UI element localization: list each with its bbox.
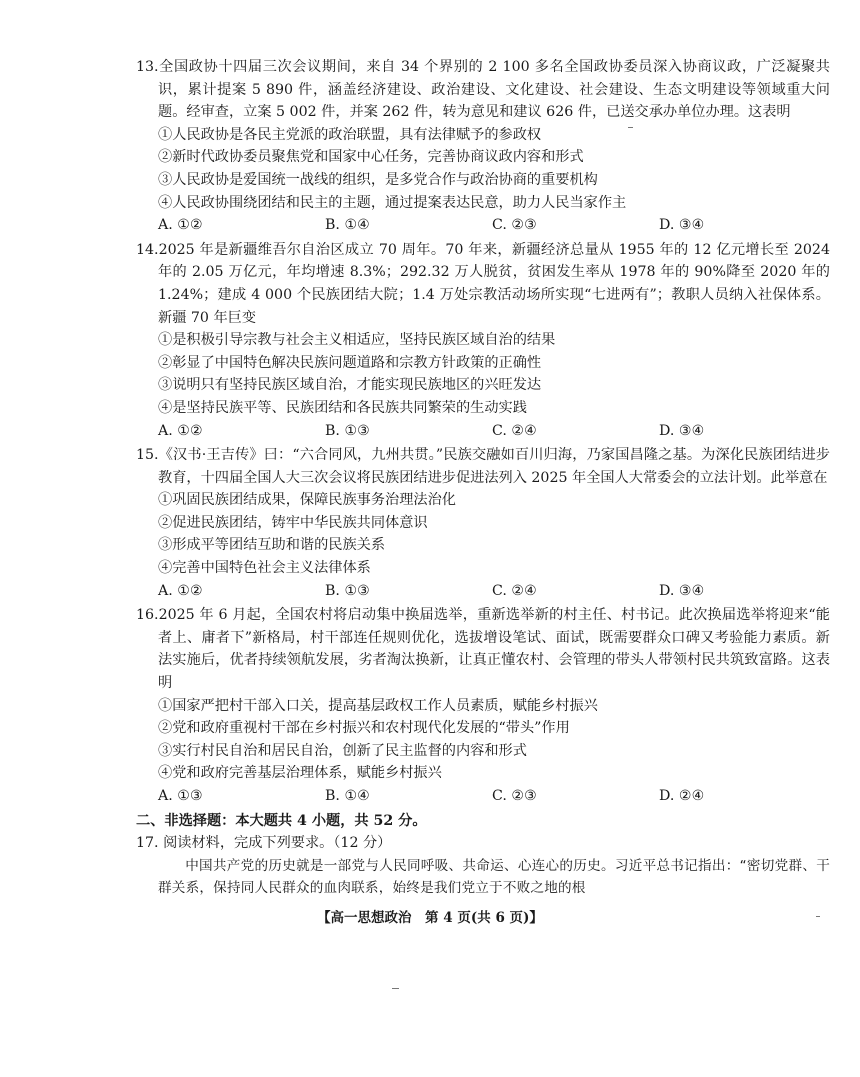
choice-a: A. ①② — [158, 422, 203, 439]
choice-a: A. ①② — [158, 582, 203, 599]
statement: ①巩固民族团结成果，保障民族事务治理法治化 — [158, 492, 456, 509]
answer-choices — [136, 785, 830, 808]
question-number: 15. — [136, 447, 159, 464]
choice-d: D. ③④ — [659, 422, 705, 439]
choice-c: C. ②④ — [492, 582, 537, 599]
question-16 — [136, 604, 830, 807]
statement: ③实行村民自治和居民自治，创新了民主监督的内容和形式 — [158, 742, 527, 759]
choice-c: C. ②④ — [492, 422, 537, 439]
question-13 — [136, 56, 830, 237]
statement: ④完善中国特色社会主义法律体系 — [158, 560, 371, 577]
question-number: 16. — [136, 607, 159, 624]
question-stem — [136, 444, 830, 489]
choice-c: C. ②③ — [492, 217, 537, 234]
answer-choices — [136, 420, 830, 443]
question-stem — [136, 604, 830, 694]
page-content — [136, 56, 830, 900]
question-15 — [136, 444, 830, 602]
statement: ②促进民族团结，铸牢中华民族共同体意识 — [158, 514, 428, 531]
choice-a: A. ①③ — [158, 788, 203, 804]
statement: ②新时代政协委员聚焦党和国家中心任务，完善协商议政内容和形式 — [158, 149, 584, 166]
question-text: 2025 年 6 月起，全国农村将启动集中换届选举，重新选举新的村主任、村书记。此次换届选举将迎来“能者上、庸者下”新格局，村干部连任规则优化，选拔增设笔试、面试，既需要群众口碑又考验能力素质。新法实施后，优者持续领航发展，劣者淘汰换新，让真正懂农村、会管理的带头人带领村民共筑致富路。这表明 — [158, 607, 830, 692]
choice-b: B. ①④ — [325, 788, 370, 804]
question-text: 2025 年是新疆维吾尔自治区成立 70 周年。70 年来，新疆经济总量从 1955 年的 12 亿元增长至 2024 年的 2.05 万亿元，年均增速 8.3%；292.32 万人脱贫，贫困发生率从 1978 年的 90%降至 2020 年的 1.24%；建成 4 000 个民族团结大院；1.4 万处宗教活动场所实现“七进两有”；教职人员纳入社保体系。新疆 70 年巨变 — [158, 241, 830, 326]
scan-speck — [392, 988, 399, 989]
question-text: 《汉书·王吉传》曰：“六合同风，九州共贯。”民族交融如百川归海，乃家国昌隆之基。为深化民族团结进步教育，十四届全国人大三次会议将民族团结进步促进法列入 2025 年全国人大常委会的立法计划。此举意在 — [158, 447, 830, 486]
scan-speck — [816, 916, 820, 917]
question-text: 全国政协十四届三次会议期间，来自 34 个界别的 2 100 多名全国政协委员深入协商议政，广泛凝聚共识，累计提案 5 890 件，涵盖经济建设、政治建设、文化建设、社会建设、生态文明建设等领域重大问题。经审查，立案 5 002 件，并案 262 件，转为意见和建议 626 件，已送交承办单位办理。这表明 — [158, 59, 830, 121]
statement: ①是积极引导宗教与社会主义相适应，坚持民族区域自治的结果 — [158, 332, 556, 349]
answer-choices — [136, 214, 830, 237]
statement: ④是坚持民族平等、民族团结和各民族共同繁荣的生动实践 — [158, 399, 527, 416]
choice-a: A. ①② — [158, 217, 203, 234]
choice-d: D. ③④ — [659, 217, 705, 234]
choice-b: B. ①④ — [325, 217, 370, 234]
choice-b: B. ①③ — [325, 582, 370, 599]
question-17-heading: 17. 阅读材料，完成下列要求。（12 分） — [136, 835, 392, 852]
statement: ③形成平等团结互助和谐的民族关系 — [158, 537, 386, 554]
statement: ④党和政府完善基层治理体系，赋能乡村振兴 — [158, 765, 442, 782]
question-17 — [136, 832, 830, 900]
statement: ④人民政协围绕团结和民主的主题，通过提案表达民意，助力人民当家作主 — [158, 194, 627, 211]
statement: ②彰显了中国特色解决民族问题道路和宗教方针政策的正确性 — [158, 354, 542, 371]
choice-c: C. ②③ — [492, 788, 537, 804]
page-footer: 【高一思想政治 第 4 页(共 6 页)】 — [317, 910, 543, 926]
statement: ③人民政协是爱国统一战线的组织，是多党合作与政治协商的重要机构 — [158, 171, 598, 188]
question-number: 14. — [136, 241, 159, 258]
statement: ③说明只有坚持民族区域自治，才能实现民族地区的兴旺发达 — [158, 377, 542, 394]
section-title: 二、非选择题：本大题共 4 小题，共 52 分。 — [136, 812, 427, 829]
statement: ①人民政协是各民主党派的政治联盟，具有法律赋予的参政权 — [158, 126, 542, 143]
choice-b: B. ①③ — [325, 422, 370, 439]
question-stem — [136, 56, 830, 124]
answer-choices — [136, 580, 830, 603]
reading-material: 中国共产党的历史就是一部党与人民同呼吸、共命运、心连心的历史。习近平总书记指出：“密切党群、干群关系，保持同人民群众的血肉联系，始终是我们党立于不败之地的根 — [158, 857, 830, 897]
question-stem — [136, 239, 830, 329]
statement: ②党和政府重视村干部在乡村振兴和农村现代化发展的“带头”作用 — [158, 720, 570, 737]
choice-d: D. ②④ — [659, 788, 705, 804]
scan-speck — [628, 127, 633, 128]
statement: ①国家严把村干部入口关，提高基层政权工作人员素质，赋能乡村振兴 — [158, 697, 598, 714]
choice-d: D. ③④ — [659, 582, 705, 599]
question-number: 13. — [136, 59, 159, 75]
question-14 — [136, 239, 830, 442]
